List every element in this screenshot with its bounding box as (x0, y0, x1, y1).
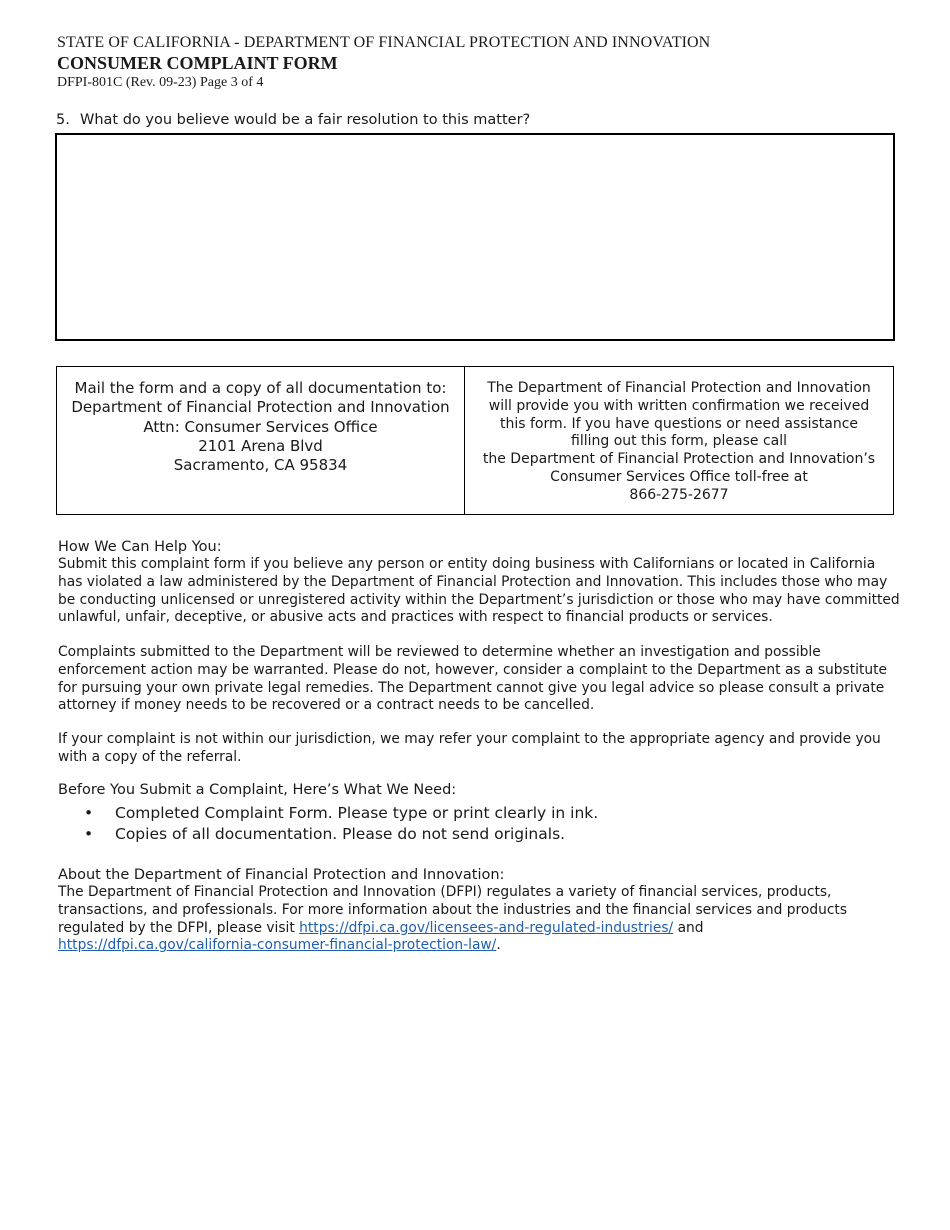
contact-line: filling out this form, please call (571, 433, 787, 450)
requirements-list (84, 803, 598, 845)
about-paragraph (58, 884, 903, 955)
help-paragraph: Complaints submitted to the Department will be reviewed to determine whether an investigation and possible enforcement action may be warranted. Please do not, however, consider a complaint to the Department as a substitute for pursuing your own private legal remedies. The Department cannot give you legal advice so please consult a private attorney if money needs to be recovered or a contract needs to be cancelled. (58, 644, 888, 714)
requirement-text: Completed Complaint Form. Please type or print clearly in ink. (115, 804, 599, 822)
mail-line: Sacramento, CA 95834 (173, 456, 348, 475)
resolution-answer-field[interactable] (55, 133, 895, 341)
help-paragraph: If your complaint is not within our jurisdiction, we may refer your complaint to the appropriate agency and provide you with a copy of the referral. (58, 731, 881, 765)
form-header (57, 33, 710, 92)
review-section (58, 644, 903, 715)
requirements-section (58, 781, 456, 799)
requirements-title: Before You Submit a Complaint, Here’s What We Need: (58, 782, 457, 798)
contact-line: this form. If you have questions or need assistance (499, 415, 859, 432)
question-number: 5. (56, 112, 70, 128)
toll-free-number: 866-275-2677 (629, 486, 729, 503)
bullet-icon: • (84, 804, 94, 822)
referral-section (58, 731, 903, 767)
contact-line: the Department of Financial Protection and Innovation’s (482, 451, 876, 468)
about-title: About the Department of Financial Protection and Innovation: (58, 867, 505, 883)
mail-instructions (57, 367, 465, 514)
mail-line: Department of Financial Protection and Innovation (71, 398, 450, 417)
contact-line: Consumer Services Office toll-free at (550, 468, 808, 485)
about-section (58, 866, 903, 955)
bullet-icon: • (84, 825, 94, 843)
mail-line: Mail the form and a copy of all documentation to: (74, 379, 447, 397)
list-item (84, 824, 598, 845)
licensees-link[interactable]: https://dfpi.ca.gov/licensees-and-regulated-industries/ (299, 919, 674, 936)
info-table (56, 366, 894, 515)
mail-line: 2101 Arena Blvd (198, 436, 323, 455)
contact-line: The Department of Financial Protection and Innovation (487, 380, 871, 396)
form-title: CONSUMER COMPLAINT FORM (57, 53, 338, 73)
question-5 (56, 111, 530, 129)
requirement-text: Copies of all documentation. Please do not send originals. (115, 825, 566, 843)
contact-line: will provide you with written confirmation we received (488, 397, 870, 414)
form-id: DFPI-801C (Rev. 09-23) Page 3 of 4 (57, 75, 264, 90)
agency-name: STATE OF CALIFORNIA - DEPARTMENT OF FINANCIAL PROTECTION AND INNOVATION (57, 34, 711, 51)
contact-instructions (465, 367, 893, 514)
question-text: What do you believe would be a fair resolution to this matter? (80, 112, 531, 128)
list-item (84, 803, 598, 824)
help-title: How We Can Help You: (58, 539, 222, 555)
about-text: The Department of Financial Protection and Innovation (DFPI) regulates a variety of financial services, products, transactions, and professionals. For more information about the industries and the financial services and products regulated by the DFPI, please visit (58, 884, 848, 936)
help-paragraph: Submit this complaint form if you believe any person or entity doing business with Californians or located in California has violated a law administered by the Department of Financial Protection and Innovation. This includes those who may be conducting unlicensed or unregistered activity within the Department’s jurisdiction or those who may have committed unlawful, unfair, deceptive, or abusive acts and practices with respect to financial products or services. (58, 556, 900, 626)
about-connector: and (673, 919, 704, 936)
about-period: . (496, 937, 501, 954)
mail-line: Attn: Consumer Services Office (143, 417, 378, 436)
ccfpl-link[interactable]: https://dfpi.ca.gov/california-consumer-financial-protection-law/ (58, 937, 497, 954)
help-section (58, 538, 903, 627)
